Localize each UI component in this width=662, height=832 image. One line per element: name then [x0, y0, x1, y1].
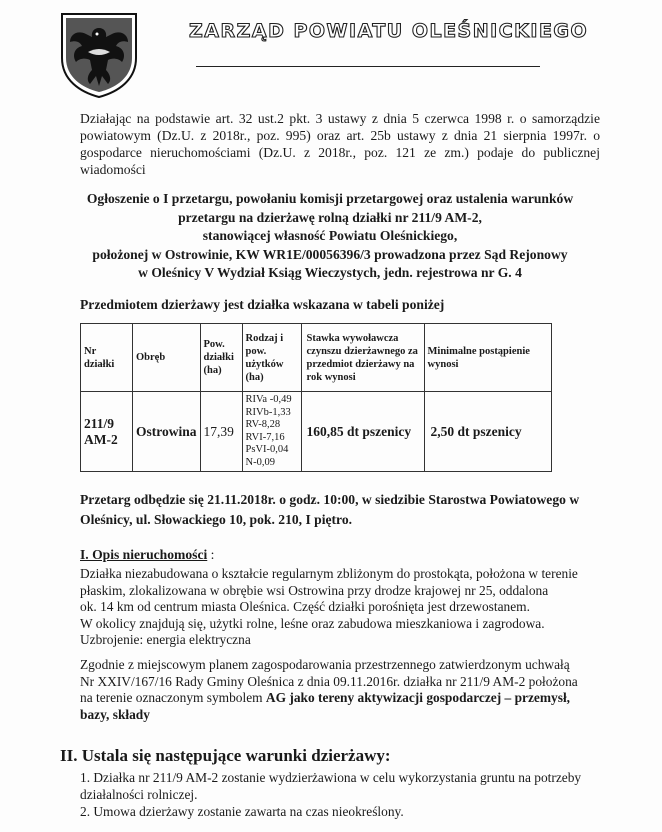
- organization-name: ZARZĄD POWIATU OLEŚNICKIEGO: [189, 20, 589, 42]
- parcel-table: [80, 323, 552, 472]
- plan-line: Nr XXIV/167/16 Rady Gminy Oleśnica z dnia 09.11.2016r. działka nr 211/9 AM-2 położona: [80, 673, 578, 689]
- heading-line: położonej w Ostrowinie, KW WR1E/00056396/3 prowadzona przez Sąd Rejonowy: [92, 246, 568, 262]
- cell-area: 17,39: [200, 392, 242, 472]
- land-use-item: RV-8,28: [245, 419, 281, 430]
- col-header-min-increment: Minimalne postąpienie wynosi: [424, 324, 551, 392]
- table-row: [81, 392, 552, 472]
- section-1-title-text: I. Opis nieruchomości: [80, 547, 208, 562]
- land-use-item: RVI-7,16: [245, 431, 285, 443]
- lease-conditions: [80, 769, 640, 820]
- heading-line: w Oleśnicy V Wydział Ksiąg Wieczystych, jedn. rejestrowa nr G. 4: [138, 265, 522, 280]
- table-header-row: [81, 324, 552, 392]
- section-1-body: [80, 566, 605, 649]
- description-line: W okolicy znajdują się, użytki rolne, leśne oraz zabudowa mieszkaniowa i zagrodowa.: [80, 615, 545, 631]
- cell-precinct: Ostrowina: [133, 392, 201, 472]
- section-1-colon: :: [207, 547, 215, 562]
- announcement-heading: [60, 190, 600, 283]
- plan-line: Zgodnie z miejscowym planem zagospodarowania przestrzennego zatwierdzonym uchwałą: [80, 657, 570, 672]
- col-header-precinct: Obręb: [133, 324, 201, 392]
- heading-line: stanowiącej własność Powiatu Oleśnickiego,: [202, 228, 458, 243]
- eagle-coat-of-arms-icon: [60, 12, 138, 98]
- description-line: Uzbrojenie: energia elektryczna: [80, 632, 251, 648]
- description-line: płaskim, zlokalizowana w obrębie wsi Ostrowina przy drodze krajowej nr 25, oddalona: [80, 582, 549, 598]
- col-header-area: Pow. działki (ha): [200, 324, 242, 392]
- cell-min-increment: 2,50 dt pszenicy: [424, 392, 551, 472]
- condition-line: 2. Umowa dzierżawy zostanie zawarta na czas nieokreślony.: [80, 804, 404, 819]
- col-header-rate: Stawka wywoławcza czynszu dzierżawnego za przedmiot dzierżawy na rok wynosi: [301, 324, 424, 392]
- plan-line: [80, 707, 605, 724]
- plan-line-text: na terenie oznaczonym symbolem: [80, 690, 266, 706]
- col-header-parcel-number: Nr działki: [81, 324, 133, 392]
- zoning-symbol-cont: bazy, składy: [80, 706, 150, 722]
- subject-line: Przedmiotem dzierżawy jest działka wskazana w tabeli poniżej: [80, 297, 445, 312]
- land-use-item: RIVb-1,33: [245, 406, 291, 418]
- section-1-title: [80, 547, 214, 563]
- col-header-land-use: Rodzaj i pow. użytków (ha): [242, 324, 301, 392]
- heading-line: przetargu na dzierżawę rolną działki nr 211/9 AM-2,: [178, 209, 482, 225]
- land-use-item: RIVa -0,49: [245, 394, 292, 405]
- cell-parcel-number: 211/9 AM-2: [81, 392, 133, 472]
- tender-details: Przetarg odbędzie się 21.11.2018r. o godz. 10:00, w siedzibie Starostwa Powiatowego w Oleśnicy, ul. Słowackiego 10, pok. 210, I piętro.: [80, 492, 580, 527]
- heading-line: Ogłoszenie o I przetargu, powołaniu komisji przetargowej oraz ustalenia warunków: [86, 191, 574, 206]
- condition-line: działalności rolniczej.: [80, 787, 198, 802]
- land-use-item: PsVI-0,04: [245, 444, 289, 455]
- description-line: ok. 14 km od centrum miasta Oleśnica. Część działki porośnięta jest drzewostanem.: [80, 599, 530, 615]
- zoning-symbol: AG jako tereny aktywizacji gospodarczej – przemysł,: [265, 690, 571, 706]
- description-line: Działka niezabudowana o kształcie regularnym zbliżonym do prostokąta, położona w terenie: [80, 566, 578, 581]
- header-divider: [196, 66, 540, 67]
- plan-line: [80, 690, 605, 707]
- land-use-item: N-0,09: [245, 456, 275, 468]
- intro-paragraph: Działając na podstawie art. 32 ust.2 pkt. 3 ustawy z dnia 5 czerwca 1998 r. o samorządzie powiatowym (Dz.U. z 2018r., poz. 995) oraz art. 25b ustawy z dnia 21 sierpnia 1997r. o gospodarce nieruchomościami (Dz.U. z 2018r., poz. 121 ze zm.) podaje do publicznej wiadomości: [80, 111, 600, 177]
- zoning-plan-paragraph: [80, 657, 605, 723]
- cell-rate: 160,85 dt pszenicy: [301, 392, 424, 472]
- condition-line: 1. Działka nr 211/9 AM-2 zostanie wydzierżawiona w celu wykorzystania gruntu na potrzeby: [80, 770, 582, 785]
- cell-land-use: [242, 392, 301, 472]
- section-2-title: II. Ustala się następujące warunki dzierżawy:: [60, 746, 391, 765]
